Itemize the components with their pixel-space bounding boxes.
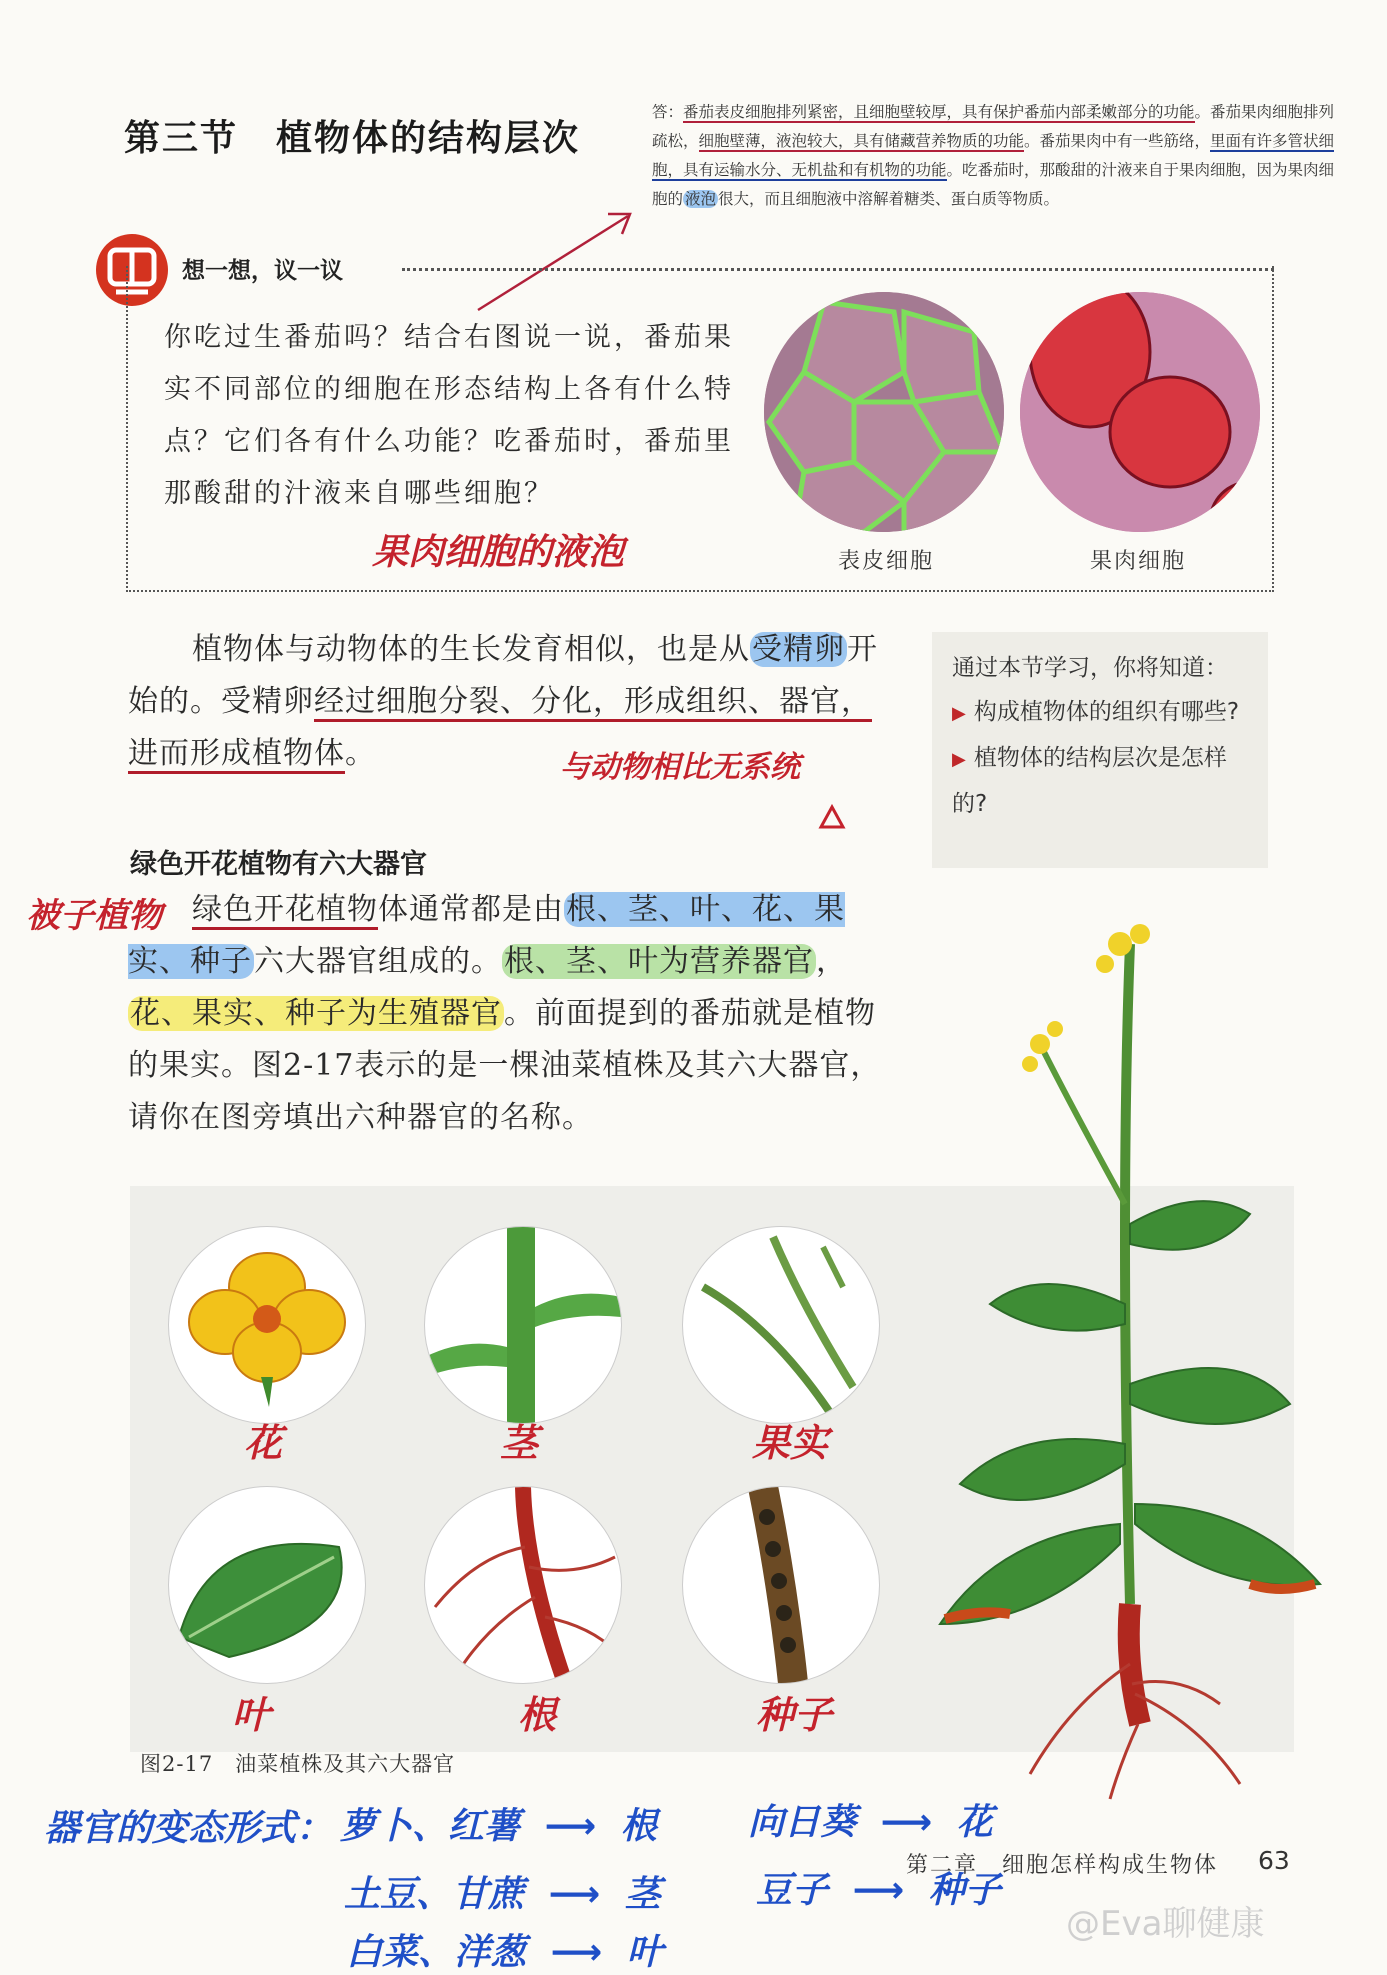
notes-organ: 花 xyxy=(956,1802,993,1843)
para2-underline: 绿色开花植物 xyxy=(192,892,378,930)
learning-item-text: 植物体的结构层次是怎样的? xyxy=(952,745,1227,817)
leaf-image xyxy=(168,1486,366,1684)
chapter-footer: 第二章 细胞怎样构成生物体 xyxy=(906,1853,1219,1878)
notes-organ: 茎 xyxy=(624,1874,661,1915)
figure-caption: 图2-17 油菜植株及其六大器官 xyxy=(140,1752,456,1776)
para2-text-e: 。前面提到的番茄就是植物的果实。图2-17表示的是一棵油菜植株及其六大器官，请你在图旁填出六种器官的名称。 xyxy=(128,996,882,1135)
epidermis-caption: 表皮细胞 xyxy=(838,549,935,574)
answer-text-3: 。吃番茄时，那酸甜的汁液来自于果肉细胞，因为果肉细胞的 xyxy=(652,161,1335,208)
notes-organ: 种子 xyxy=(928,1870,1001,1911)
learning-goals-box xyxy=(932,632,1268,868)
think-discuss-title: 想一想，议一议 xyxy=(182,258,343,284)
paragraph-six-organs xyxy=(128,884,888,1144)
notes-row xyxy=(346,1924,663,1975)
para2-text-b: 体通常都是由 xyxy=(378,892,564,927)
answer-underline-3: 里面有许多管状细胞，具有运输水分、无机盐和有机物的功能 xyxy=(652,132,1335,179)
pulp-caption: 果肉细胞 xyxy=(1090,549,1187,574)
learning-item xyxy=(952,690,1248,736)
learning-item-text: 构成植物体的组织有哪些? xyxy=(973,699,1240,725)
section-title: 第三节 植物体的结构层次 xyxy=(124,118,581,159)
para1-text-b: 开始的。受精卵 xyxy=(128,632,878,719)
fruit-image xyxy=(682,1226,880,1424)
arrow-icon: ⟶ xyxy=(880,1802,933,1843)
handwritten-note-system: 与动物相比无系统 xyxy=(560,750,800,785)
organ-label-flower: 花 xyxy=(244,1421,283,1465)
organ-label-fruit: 果实 xyxy=(752,1421,829,1465)
learning-intro: 通过本节学习，你将知道： xyxy=(952,655,1228,681)
organ-label-seed: 种子 xyxy=(756,1693,833,1737)
arrow-icon: ⟶ xyxy=(550,1932,603,1973)
notes-example: 白菜、洋葱 xyxy=(346,1932,527,1973)
notes-organ: 叶 xyxy=(626,1932,663,1973)
notes-organ: 根 xyxy=(620,1806,657,1847)
epidermis-cell-image xyxy=(764,292,1004,532)
notes-row xyxy=(344,1866,661,1917)
organ-label-stem: 茎 xyxy=(500,1421,539,1465)
notes-row xyxy=(748,1794,993,1845)
organ-label-leaf: 叶 xyxy=(232,1693,271,1737)
para1-highlight: 受精卵 xyxy=(752,632,845,667)
arrow-icon: ⟶ xyxy=(852,1870,905,1911)
notes-example: 萝卜、红薯 xyxy=(340,1806,521,1847)
arrow-icon: ⟶ xyxy=(544,1806,597,1847)
triangle-bullet-icon: ▶ xyxy=(952,703,966,724)
para2-text-c: 六大器官组成的。 xyxy=(254,944,502,979)
answer-text-1: 。番茄果肉细胞排列疏松， xyxy=(652,103,1335,150)
handwritten-angiosperm: 被子植物 xyxy=(26,896,162,936)
pulp-cell-image xyxy=(1020,292,1260,532)
arrow-icon: ⟶ xyxy=(548,1874,601,1915)
triangle-bullet-icon: ▶ xyxy=(952,749,966,770)
notes-row xyxy=(340,1798,657,1849)
root-image xyxy=(424,1486,622,1684)
page-number: 63 xyxy=(1258,1846,1290,1875)
para2-highlight-organs: 根、茎、叶、花、果实、种子 xyxy=(128,892,845,979)
answer-prefix: 答： xyxy=(652,103,684,121)
flower-image xyxy=(168,1226,366,1424)
seed-image xyxy=(682,1486,880,1684)
notes-example: 土豆、甘蔗 xyxy=(344,1874,525,1915)
para2-text-d: ， xyxy=(816,944,847,979)
answer-underline-1: 番茄表皮细胞排列紧密，且细胞壁较厚，具有保护番茄内部柔嫩部分的功能 xyxy=(683,103,1195,121)
watermark: @Eva聊健康 xyxy=(1066,1904,1265,1944)
handwritten-answer: 果肉细胞的液泡 xyxy=(372,532,625,573)
notes-example: 向日葵 xyxy=(748,1802,857,1843)
para1-text-a: 植物体与动物体的生长发育相似，也是从 xyxy=(192,632,750,667)
subheading: 绿色开花植物有六大器官 xyxy=(130,849,427,880)
answer-text xyxy=(652,98,1342,214)
learning-item xyxy=(952,736,1248,826)
answer-highlight: 液泡 xyxy=(685,190,717,208)
para2-highlight-reproductive: 花、果实、种子为生殖器官 xyxy=(130,996,502,1031)
para1-underline: 经过细胞分裂、分化，形成组织、器官，进而形成植物体 xyxy=(128,684,872,774)
stem-image xyxy=(424,1226,622,1424)
answer-underline-2: 细胞壁薄，液泡较大，具有储藏营养物质的功能 xyxy=(698,132,1025,150)
answer-text-2: 。番茄果肉中有一些筋络， xyxy=(1024,132,1211,150)
rapeseed-plant-image xyxy=(920,904,1360,1804)
organ-label-root: 根 xyxy=(518,1693,557,1737)
answer-text-4: 很大，而且细胞液中溶解着糖类、蛋白质等物质。 xyxy=(718,190,1060,208)
notes-title: 器官的变态形式： xyxy=(44,1808,333,1849)
notes-example: 豆子 xyxy=(756,1870,829,1911)
triangle-mark-icon xyxy=(818,804,846,830)
para2-highlight-vegetative: 根、茎、叶为营养器官 xyxy=(504,944,814,979)
para1-text-c: 。 xyxy=(345,736,376,771)
question-text: 你吃过生番茄吗？结合右图说一说，番茄果实不同部位的细胞在形态结构上各有什么特点？它们各有什么功能？吃番茄时，番茄里那酸甜的汁液来自哪些细胞？ xyxy=(164,322,734,509)
